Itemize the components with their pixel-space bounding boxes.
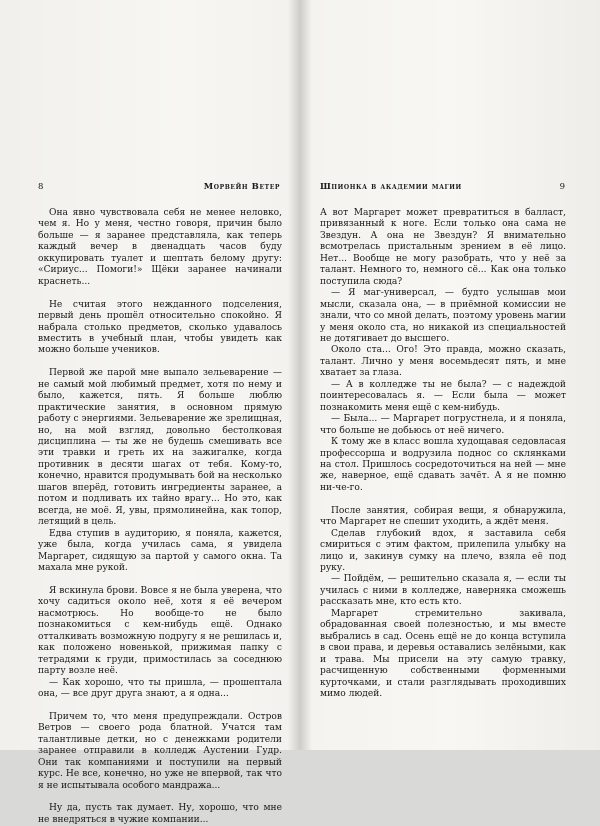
paragraph: — А в колледже ты не была? — с надеждой поинтересовалась я. — Если была — может познакомить меня ещё с кем-нибудь.: [320, 379, 566, 413]
paragraph: — Как хорошо, что ты пришла, — прошептала она, — все друг друга знают, а я одна...: [38, 677, 282, 699]
paragraph: — Я маг-универсал, — будто услышав мои мысли, сказала она, — в приёмной комиссии не знали, что со мной делать, поэтому уровень магии у меня около ста, но никакой из специальностей не дотягивает до высшего.: [320, 288, 566, 344]
paragraph: Причем то, что меня предупреждали. Остров Ветров — своего рода блатной. Учатся там талантливые детки, но с денежками родители заранее отправили в колледж Аустении Гудр. Они так компаниями и поступили на первый курс. Не все, конечно, но уже не впервой, так что я не испытывала особого мандража...: [38, 711, 282, 791]
paragraph: Она явно чувствовала себя не менее неловко, чем я. Но у меня, честно говоря, причин было больше — я заранее представляла, как теперь каждый вечер в двенадцать часов буду оккупировать туалет и шептать белому другу: «Сириус... Помоги!» Щёки заранее начинали краснеть...: [38, 208, 282, 287]
paragraph: К тому же в класс вошла худощавая седовласая профессорша и водрузила поднос со склянками на стол. Пришлось сосредоточиться на ней — мне же, наверное, ещё сдавать зачёт. А я не помню ни-че-го.: [320, 437, 566, 493]
right-running-title: Шпионка в академии магии: [320, 182, 462, 192]
left-page-header: [38, 181, 280, 193]
paragraph: А вот Маргарет может превратиться в балласт, привязанный к ноге. Если только она сама не Звездун. А она не Звездун? Я внимательно всмотрелась пристальным зрением в её лицо. Нет... Вообще не могу разобрать, что у неё за талант. Немного то, немного сё... Как она только поступила сюда?: [320, 208, 566, 287]
left-page-text: [38, 208, 282, 826]
paragraph: Ну да, пусть так думает. Ну, хорошо, что мне не внедряться в чужие компании...: [38, 803, 282, 825]
left-page: [0, 0, 300, 825]
paragraph: Не считая этого нежданного подселения, первый день прошёл относительно спокойно. Я набрала столько предметов, сколько удавалось вместить в учебный план, чтобы увидеть как можно больше учеников.: [38, 299, 282, 356]
left-running-title: Морвейн Ветер: [203, 182, 280, 192]
paragraph: Маргарет стремительно закивала, обрадованная своей полезностью, и мы вместе выбрались в сад. Осень ещё не до конца вступила в свои права, и деревья оставались зелёными, как и трава. Мы присели на эту самую травку, расчищенную собственными форменными курточками, и стали разглядывать проходивших мимо людей.: [320, 608, 566, 700]
paragraph: Сделав глубокий вдох, я заставила себя смириться с этим фактом, прилепила улыбку на лицо и, закинув сумку на плечо, взяла её под руку.: [320, 528, 566, 574]
paragraph: После занятия, собирая вещи, я обнаружила, что Маргарет не спешит уходить, а ждёт меня.: [320, 505, 566, 528]
paragraph: — Пойдём, — решительно сказала я, — если ты училась с ними в колледже, наверняка сможешь рассказать мне, кто есть кто.: [320, 574, 566, 608]
paragraph: Первой же парой мне выпало зельеварение — не самый мой любимый предмет, хотя по нему и было, кажется, пять. Я больше люблю практические занятия, в основном прямую работу с энергиями. Зельеварение же зрелищная, но, на мой взгляд, довольно бестолковая дисциплина — ты же не будешь смешивать все эти травки и греть их на зажигалке, когда противник в десяти шагах от тебя. Кому-то, конечно, нравится продумывать бой на несколько шагов вперёд, готовить ингредиенты заранее, а потом и подливать их тайно врагу... Но это, как всегда, не моё. Я, увы, прямолинейна, как топор, летящий в цель.: [38, 368, 282, 528]
paragraph: Я вскинула брови. Вовсе я не была уверена, что хочу садиться около неё, хотя я её вечером насмотрюсь. Но вообще-то не было познакомиться с кем-нибудь ещё. Однако отталкивать возможную подругу я не решилась и, как положено новенькой, прижимая папку с тетрадями к груди, примостилась за соседнюю парту возле неё.: [38, 585, 282, 677]
right-page-text: [320, 208, 566, 700]
paragraph: Около ста... Ого! Это правда, можно сказать, талант. Лично у меня восемьдесят пять, и мне хватает за глаза.: [320, 345, 566, 379]
paragraph: — Была... — Маргарет погрустнела, и я поняла, что больше не добьюсь от неё ничего.: [320, 414, 566, 436]
right-page-header: [320, 181, 565, 193]
right-page: [300, 0, 600, 750]
paragraph: Едва ступив в аудиторию, я поняла, кажется, уже была, когда училась сама, я увидела Маргарет, сидящую за партой у самого окна. Та махала мне рукой.: [38, 528, 282, 574]
right-page-number: 9: [559, 182, 565, 192]
left-page-number: 8: [38, 182, 44, 192]
